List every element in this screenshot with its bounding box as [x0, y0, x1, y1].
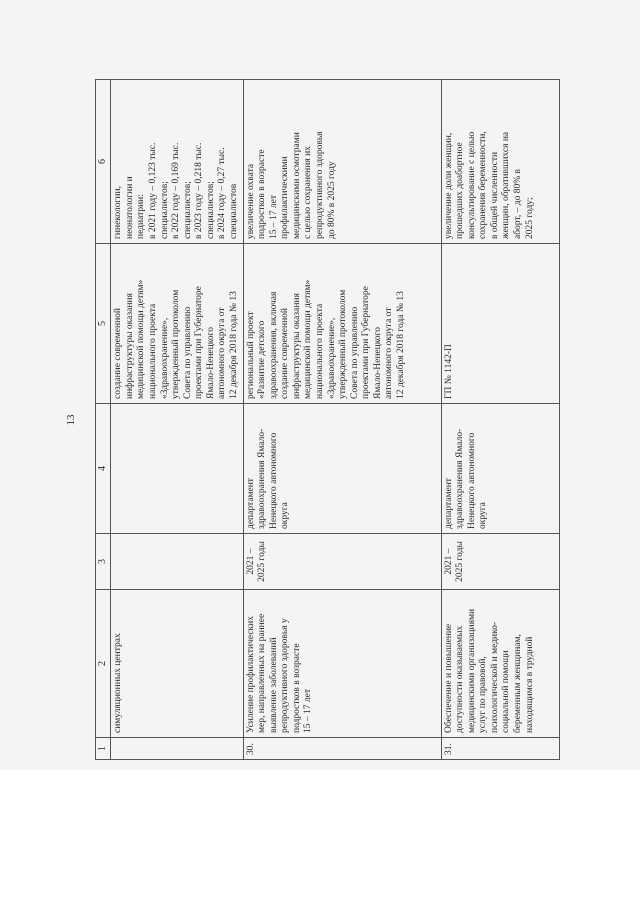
scan-margin — [0, 770, 640, 905]
header-cell-1: 1 — [96, 738, 111, 760]
period-cell: 2021 – 2025 годы — [243, 534, 441, 590]
document-cell: региональный проект «Развитие детского здравоохранения, включая создание современной инфраструктуры оказания медицинской помощи детям» национального проекта «Здравоохранение», утвержденный протоколом Совета по управлению проектами при Губернаторе Ямало-Ненецкого автономного округа от 12 декабря 2018 года № 13 — [243, 244, 441, 404]
measure-cell: Обеспечение и повышение доступности оказываемых медицинскими организациями услуг по правовой, психологической и медико- социальной помощи беременным женщинам, находящимся в трудной — [441, 590, 559, 738]
header-row — [96, 80, 111, 760]
row-number — [111, 738, 243, 760]
measure-cell: симуляционных центрах — [111, 590, 243, 738]
document-cell: ГП № 1142-П — [441, 244, 559, 404]
header-cell-4: 4 — [96, 404, 111, 534]
header-cell-6: 6 — [96, 80, 111, 244]
header-cell-2: 2 — [96, 590, 111, 738]
period-cell: 2021 – 2025 годы — [441, 534, 559, 590]
measures-table — [95, 79, 560, 760]
table-row — [243, 80, 441, 760]
result-cell: гинекологии, неонатологии и педиатрии: в 2021 году – 0,123 тыс. специалистов; в 2022 году – 0,169 тыс. специалистов; в 2023 году – 0,218 тыс. специалистов; в 2024 году – 0,27 тыс. специалистов — [111, 80, 243, 244]
executor-cell: департамент здравоохранения Ямало- Ненецкого автономного округа — [441, 404, 559, 534]
page-number: 13 — [65, 414, 77, 426]
result-cell: увеличение доли женщин, прошедших доабортное консультирование с целью сохранения беременности, в общей численности женщин, обратившихся на аборт, – до 80% в 2025 году; — [441, 80, 559, 244]
header-cell-3: 3 — [96, 534, 111, 590]
document-cell: создание современной инфраструктуры оказания медицинской помощи детям» национального проекта «Здравоохранение», утвержденный протоколом Совета по управлению проектами при Губернаторе Ямало-Ненецкого автономного округа от 12 декабря 2018 года № 13 — [111, 244, 243, 404]
table-row — [111, 80, 243, 760]
header-cell-5: 5 — [96, 244, 111, 404]
table-row — [441, 80, 559, 760]
executor-cell: департамент здравоохранения Ямало- Ненецкого автономного округа — [243, 404, 441, 534]
executor-cell — [111, 404, 243, 534]
row-number: 30. — [243, 738, 441, 760]
rotated-page — [65, 80, 635, 760]
result-cell: увеличение охвата подростков в возрасте 15 – 17 лет профилактическими медицинскими осмотрами с целью сохранения их репродуктивного здоровья до 80% в 2025 году — [243, 80, 441, 244]
measure-cell: Усиление профилактических мер, направленных на раннее выявление заболеваний репродуктивного здоровья у подростков в возрасте 15 – 17 лет — [243, 590, 441, 738]
period-cell — [111, 534, 243, 590]
row-number: 31. — [441, 738, 559, 760]
